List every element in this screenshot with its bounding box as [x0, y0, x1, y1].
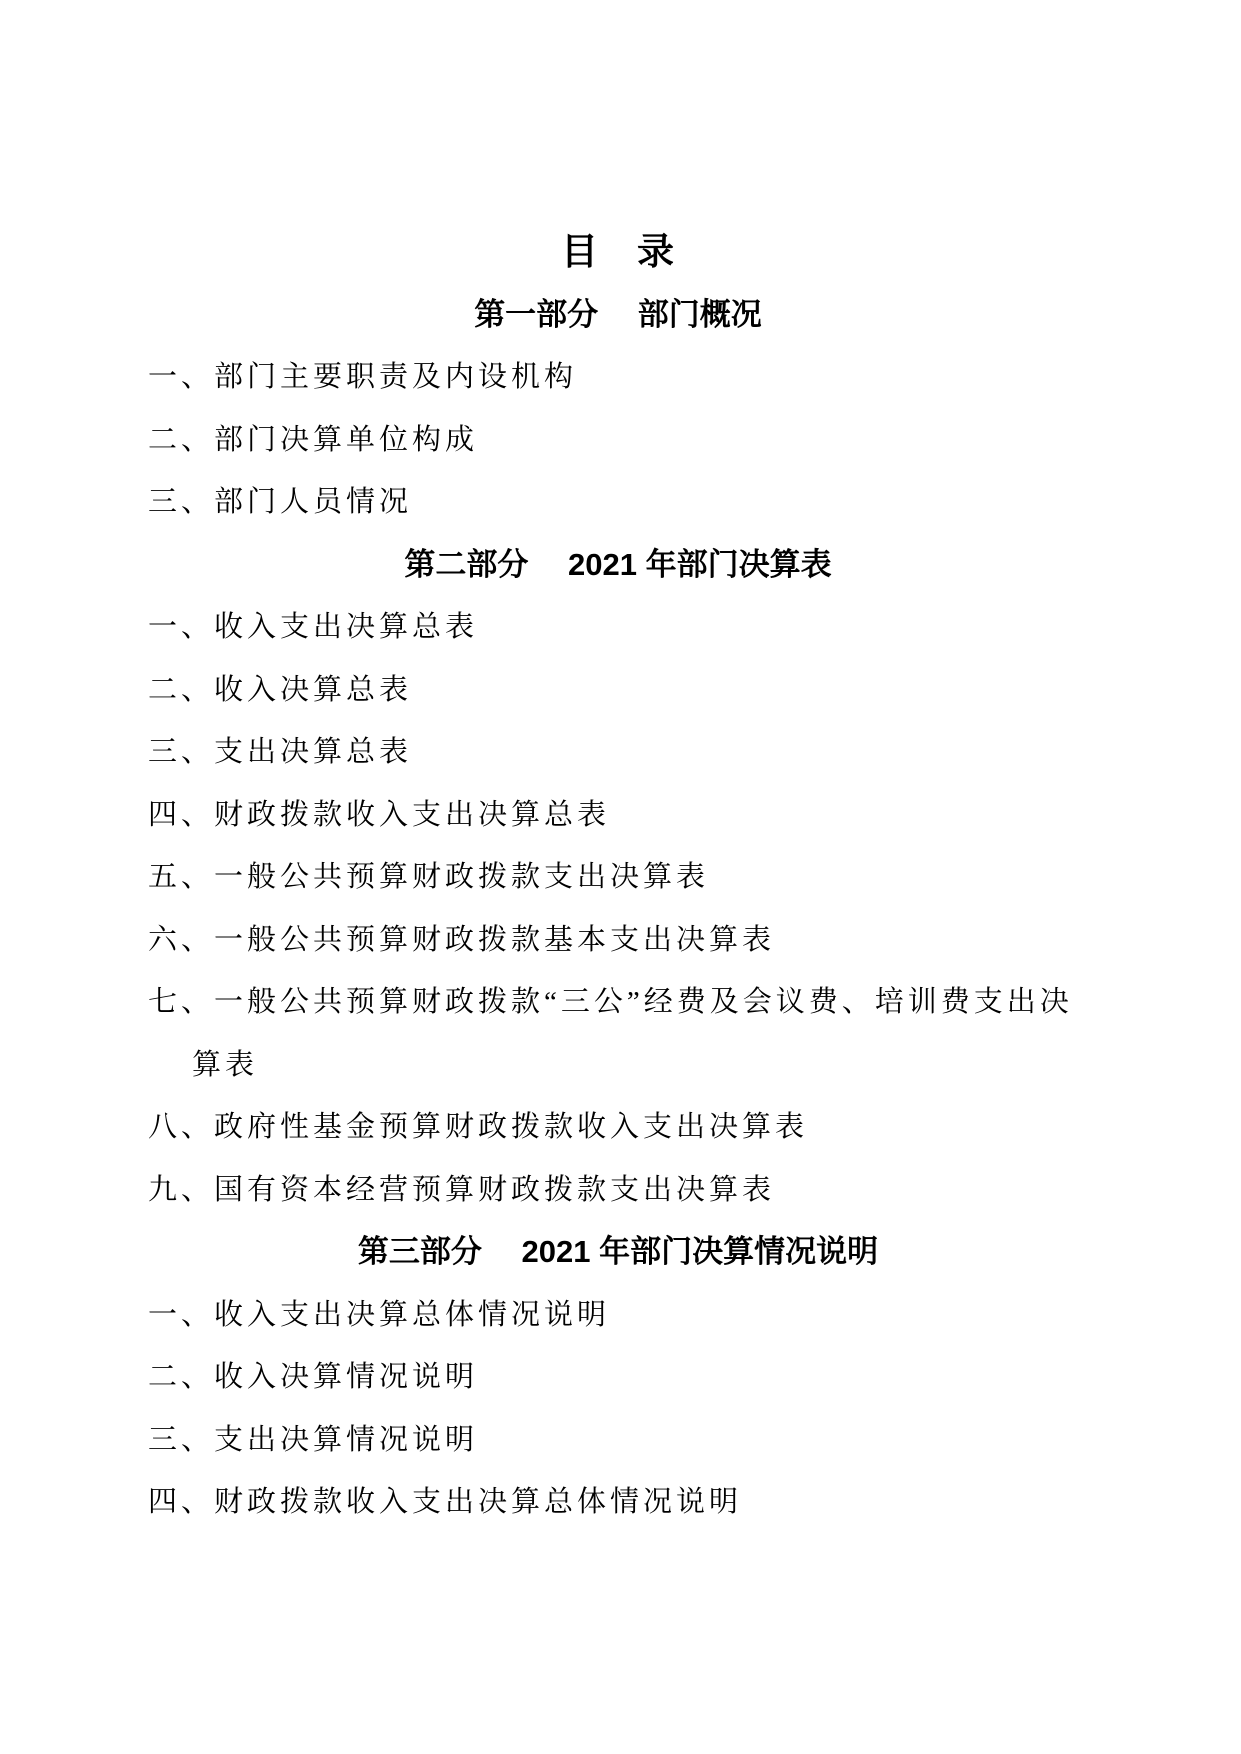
toc-item: 六、一般公共预算财政拨款基本支出决算表 [148, 923, 776, 956]
toc-item: 一、收入支出决算总表 [148, 611, 479, 643]
toc-item: 三、支出决算总表 [148, 736, 413, 768]
section-heading: 第三部分 2021 年部门决算情况说明 [357, 1234, 879, 1269]
toc-sections [148, 284, 1088, 1534]
toc-item: 三、部门人员情况 [148, 486, 413, 518]
toc-item: 二、收入决算情况说明 [148, 1361, 479, 1393]
toc-item: 四、财政拨款收入支出决算总体情况说明 [148, 1486, 743, 1518]
section-heading: 第二部分 2021 年部门决算表 [404, 546, 832, 582]
toc-item: 九、国有资本经营预算财政拨款支出决算表 [148, 1173, 776, 1206]
toc-item: 三、支出决算情况说明 [148, 1423, 479, 1456]
toc-item: 二、收入决算总表 [148, 673, 413, 706]
toc-item: 七、一般公共预算财政拨款“三公”经费及会议费、培训费支出决算表 [148, 986, 1073, 1081]
toc-content [148, 221, 1088, 1534]
section-heading: 第一部分 部门概况 [474, 296, 762, 332]
toc-item: 八、政府性基金预算财政拨款收入支出决算表 [148, 1111, 809, 1143]
toc-item: 一、收入支出决算总体情况说明 [148, 1298, 611, 1331]
toc-item: 四、财政拨款收入支出决算总表 [148, 798, 611, 831]
toc-item: 五、一般公共预算财政拨款支出决算表 [148, 861, 710, 893]
toc-item: 二、部门决算单位构成 [148, 423, 479, 456]
document-title: 目 录 [561, 231, 675, 272]
toc-item: 一、部门主要职责及内设机构 [148, 361, 578, 393]
